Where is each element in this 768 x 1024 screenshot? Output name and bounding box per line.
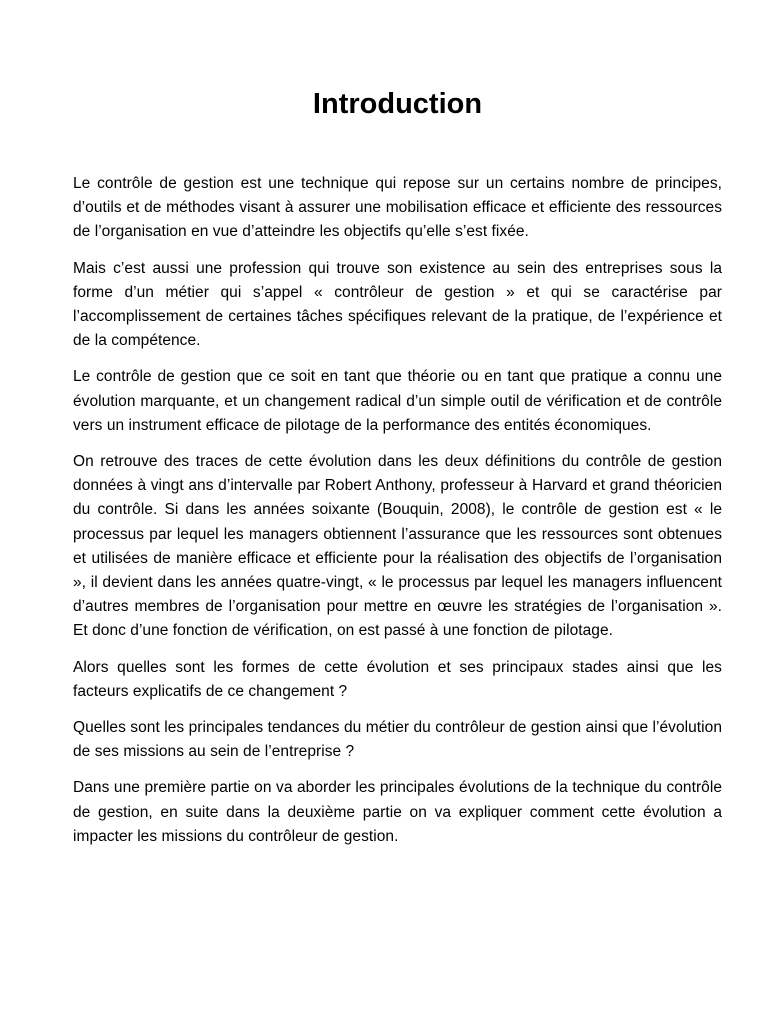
paragraph: Le contrôle de gestion est une technique qui repose sur un certains nombre de principes, d’outils et de méthodes visant à assurer une mobilisation efficace et efficiente des ressources de l’organisation en vue d’atteindre les objectifs qu’elle s’est fixée. bbox=[73, 175, 722, 241]
paragraph: On retrouve des traces de cette évolution dans les deux définitions du contrôle de gestion données à vingt ans d’intervalle par Robert Anthony, professeur à Harvard et grand théoricien du contrôle. Si dans les années soixante (Bouquin, 2008), le contrôle de gestion est « le processus par lequel les managers obtiennent l’assurance que les ressources sont obtenues et utilisées de manière efficace et efficiente pour la réalisation des objectifs de l’organisation », il devient dans les années quatre-vingt, « le processus par lequel les managers influencent d’autres membres de l’organisation pour mettre en œuvre les stratégies de l’organisation ». Et donc d’une fonction de vérification, on est passé à une fonction de pilotage. bbox=[73, 453, 722, 640]
paragraph: Alors quelles sont les formes de cette évolution et ses principaux stades ainsi que les facteurs explicatifs de ce changement ? bbox=[73, 658, 722, 700]
paragraph: Le contrôle de gestion que ce soit en tant que théorie ou en tant que pratique a connu une évolution marquante, et un changement radical d’un simple outil de vérification et de contrôle vers un instrument efficace de pilotage de la performance des entités économiques. bbox=[73, 368, 722, 434]
paragraph: Mais c’est aussi une profession qui trouve son existence au sein des entreprises sous la forme d’un métier qui s’appel « contrôleur de gestion » et qui se caractérise par l’accomplissement de certaines tâches spécifiques relevant de la pratique, de l’expérience et de la compétence. bbox=[73, 259, 722, 350]
document-body bbox=[73, 172, 722, 861]
paragraph: Quelles sont les principales tendances du métier du contrôleur de gestion ainsi que l’évolution de ses missions au sein de l’entreprise ? bbox=[73, 719, 722, 761]
page-title: Introduction bbox=[312, 88, 483, 120]
paragraph: Dans une première partie on va aborder les principales évolutions de la technique du contrôle de gestion, en suite dans la deuxième partie on va expliquer comment cette évolution a impacter les missions du contrôleur de gestion. bbox=[73, 779, 722, 845]
